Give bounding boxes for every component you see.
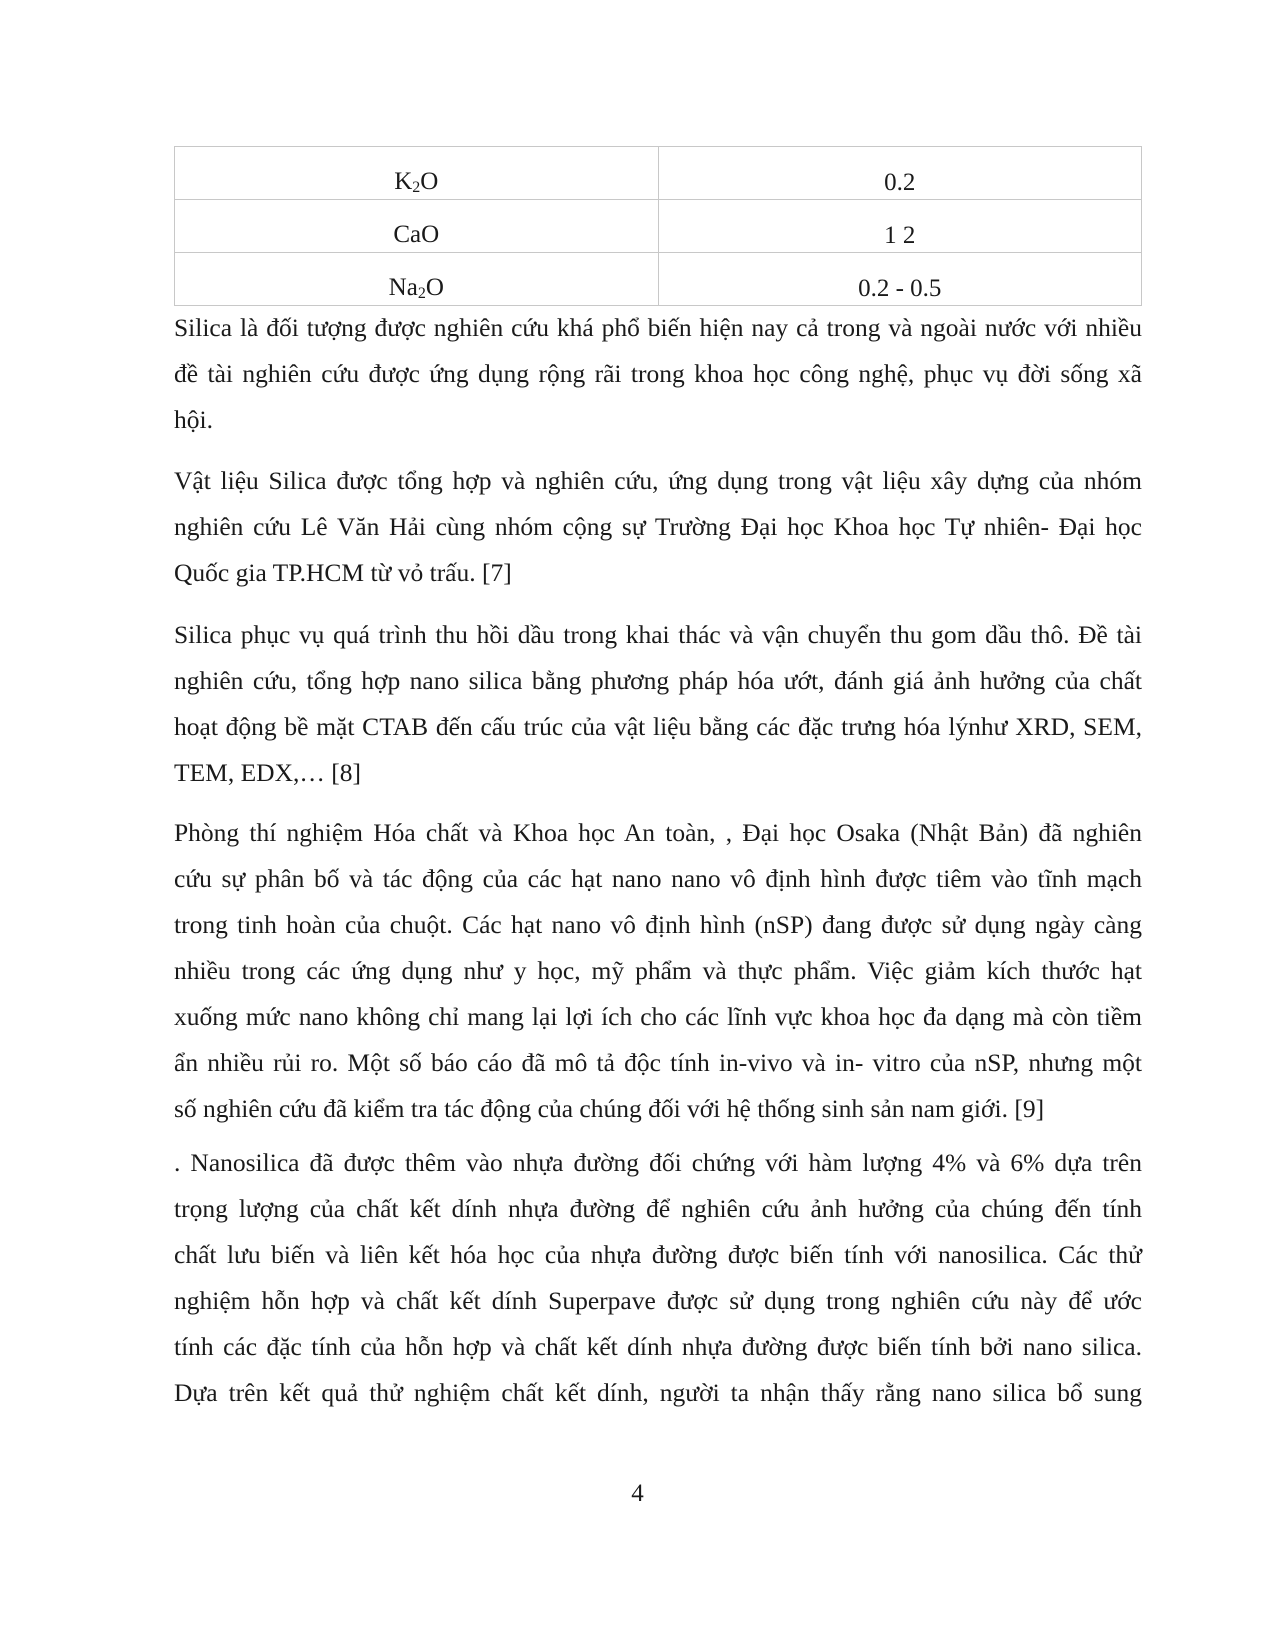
table-cell-value: 0.2 xyxy=(658,147,1141,200)
table-row xyxy=(175,147,1142,200)
table-cell-component: CaO xyxy=(175,200,659,253)
paragraph-silica-research: Silica là đối tượng được nghiên cứu khá phổ biến hiện nay cả trong và ngoài nước với nhiều đề tài nghiên cứu được ứng dụng rộng rãi trong khoa học công nghệ, phục vụ đời sống xã hội. xyxy=(174,313,1142,434)
page-number: 4 xyxy=(631,1480,644,1507)
paragraph-nanosilica-asphalt: . Nanosilica đã được thêm vào nhựa đường đối chứng với hàm lượng 4% và 6% dựa trên trọng lượng của chất kết dính nhựa đường để nghiên cứu ảnh hưởng của chúng đến tính chất lưu biến và liên kết hóa học của nhựa đường được biến tính với nanosilica. Các thử nghiệm hỗn hợp và chất kết dính Superpave được sử dụng trong nghiên cứu này để ước tính các đặc tính của hỗn hợp và chất kết dính nhựa đường được biến tính bởi nano silica. Dựa trên kết quả thử nghiệm chất kết dính, người ta nhận thấy rằng nano silica bổ sung xyxy=(174,1148,1142,1407)
table-row xyxy=(175,253,1142,306)
paragraph-osaka-study: Phòng thí nghiệm Hóa chất và Khoa học An toàn, , Đại học Osaka (Nhật Bản) đã nghiên cứu sự phân bố và tác động của các hạt nano nano vô định hình được tiêm vào tĩnh mạch trong tinh hoàn của chuột. Các hạt nano vô định hình (nSP) đang được sử dụng ngày càng nhiều trong các ứng dụng như y học, mỹ phẩm và thực phẩm. Việc giảm kích thước hạt xuống mức nano không chỉ mang lại lợi ích cho các lĩnh vực khoa học đa dạng mà còn tiềm ẩn nhiều rủi ro. Một số báo cáo đã mô tả độc tính in-vivo và in- vitro của nSP, nhưng một số nghiên cứu đã kiểm tra tác động của chúng đối với hệ thống sinh sản nam giới. [9] xyxy=(174,818,1142,1123)
paragraph-oil-recovery: Silica phục vụ quá trình thu hồi dầu trong khai thác và vận chuyển thu gom dầu thô. Đề tài nghiên cứu, tổng hợp nano silica bằng phương pháp hóa ướt, đánh giá ảnh hưởng của chất hoạt động bề mặt CTAB đến cấu trúc của vật liệu bằng các đặc trưng hóa lýnhư XRD, SEM, TEM, EDX,… [8] xyxy=(174,620,1142,787)
table-cell-value: 1 2 xyxy=(658,200,1141,253)
table-cell-component: K2O xyxy=(175,147,659,200)
paragraph-construction-materials: Vật liệu Silica được tổng hợp và nghiên cứu, ứng dụng trong vật liệu xây dựng của nhóm nghiên cứu Lê Văn Hải cùng nhóm cộng sự Trường Đại học Khoa học Tự nhiên- Đại học Quốc gia TP.HCM từ vỏ trấu. [7] xyxy=(174,466,1142,587)
table-row xyxy=(175,200,1142,253)
composition-table xyxy=(174,146,1142,306)
table-cell-value: 0.2 - 0.5 xyxy=(658,253,1141,306)
table-cell-component: Na2O xyxy=(175,253,659,306)
